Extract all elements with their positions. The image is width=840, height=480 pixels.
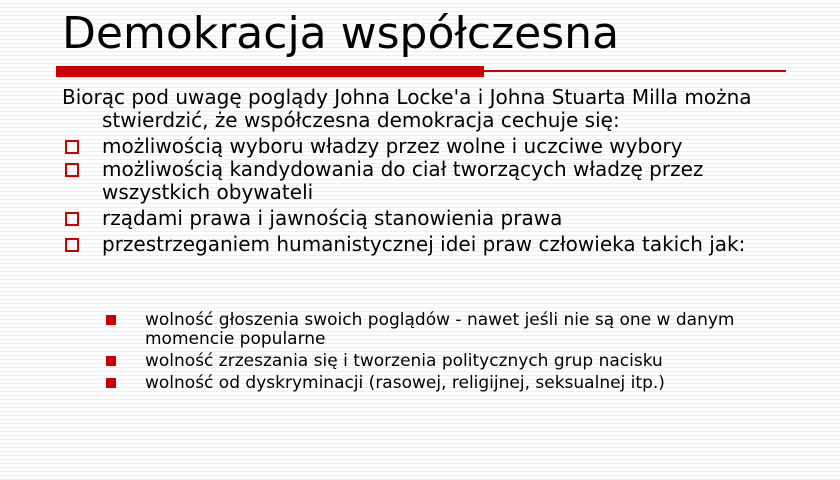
sub-list-item [103,352,783,371]
sub-list-item-text: wolność od dyskryminacji (rasowej, religijnej, seksualnej itp.) [145,373,665,393]
list-item-text: możliwością kandydowania do ciał tworzących władzę przez wszystkich obywateli [102,157,704,204]
hollow-square-bullet-icon [65,163,79,177]
title-underline-thin [484,70,786,72]
bullet-list [62,135,782,256]
list-item [62,207,782,230]
list-item [62,233,782,256]
list-item-text: rządami prawa i jawnością stanowienia prawa [102,206,563,230]
sub-list-item [103,374,783,393]
sub-list-item-text: wolność zrzeszania się i tworzenia politycznych grup nacisku [145,351,663,371]
filled-square-bullet-icon [106,378,116,388]
filled-square-bullet-icon [106,356,116,366]
sub-list-item [103,311,783,349]
sub-list-item-text: wolność głoszenia swoich poglądów - nawet jeśli nie są one w danym momencie popularne [145,310,735,349]
slide-title: Demokracja współczesna [62,8,620,59]
sub-bullet-list [103,311,783,393]
intro-paragraph: Biorąc pod uwagę poglądy Johna Locke'a i Johna Stuarta Milla można stwierdzić, że współczesna demokracja cechuje się: [62,85,752,132]
hollow-square-bullet-icon [65,212,79,226]
list-item [62,135,782,158]
list-item [62,158,782,204]
hollow-square-bullet-icon [65,238,79,252]
list-item-text: możliwością wyboru władzy przez wolne i uczciwe wybory [102,134,683,158]
filled-square-bullet-icon [106,315,116,325]
hollow-square-bullet-icon [65,140,79,154]
list-item-text: przestrzeganiem humanistycznej idei praw człowieka takich jak: [102,232,746,256]
title-underline-thick [56,66,484,77]
title-underline [56,66,786,77]
